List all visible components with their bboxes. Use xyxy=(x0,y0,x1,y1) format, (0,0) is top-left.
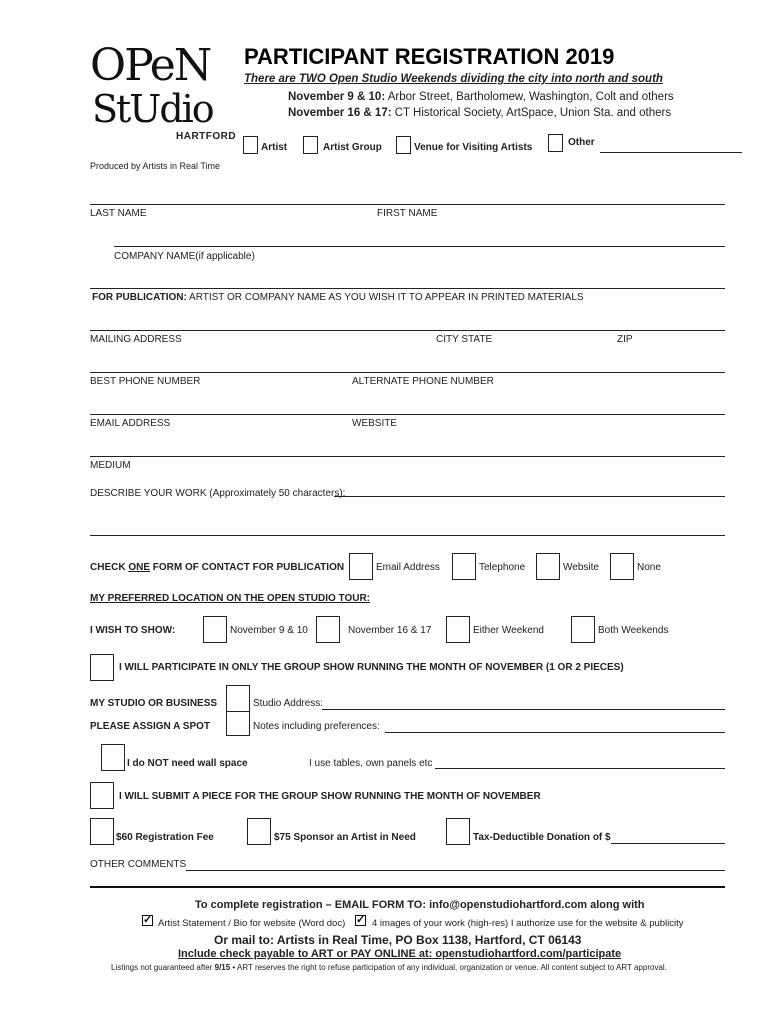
email-input-line[interactable] xyxy=(90,414,725,415)
artist-checkbox[interactable] xyxy=(243,136,258,154)
use-tables-input[interactable] xyxy=(435,768,725,769)
sponsor-checkbox[interactable] xyxy=(247,818,271,845)
describe-input-line[interactable] xyxy=(334,496,725,497)
logo-studio-text: StUdio xyxy=(92,87,213,131)
location-heading: MY PREFERRED LOCATION ON THE OPEN STUDIO TOUR: xyxy=(90,593,371,604)
publication-text: ARTIST OR COMPANY NAME AS YOU WISH IT TO APPEAR IN PRINTED MATERIALS xyxy=(186,292,584,303)
venue-checkbox[interactable] xyxy=(396,136,411,154)
artist-label: Artist xyxy=(261,142,288,153)
footer-pay-link[interactable]: Include check payable to ART or PAY ONLINE at: openstudiohartford.com/participate xyxy=(178,948,622,960)
medium-input-line[interactable] xyxy=(90,456,725,457)
contact-email-checkbox[interactable] xyxy=(349,553,373,580)
nov-9-10-checkbox[interactable] xyxy=(203,616,227,643)
alt-phone-label: ALTERNATE PHONE NUMBER xyxy=(352,376,494,387)
weekend-1-text: Arbor Street, Bartholomew, Washington, Colt and others xyxy=(385,91,674,103)
group-only-checkbox[interactable] xyxy=(90,654,114,681)
both-weekends-label: Both Weekends xyxy=(598,625,669,636)
donation-checkbox[interactable] xyxy=(446,818,470,845)
weekend-2-line xyxy=(288,107,671,119)
registration-fee-checkbox[interactable] xyxy=(90,818,114,845)
first-name-label: FIRST NAME xyxy=(377,208,438,219)
studio-label-1: MY STUDIO OR BUSINESS xyxy=(90,698,218,709)
donation-amount-input[interactable] xyxy=(611,843,725,844)
contact-phone-label: Telephone xyxy=(479,562,526,573)
item1-check-icon: ✓ xyxy=(143,914,153,926)
studio-notes-input[interactable] xyxy=(385,732,725,733)
studio-checkbox-bottom[interactable] xyxy=(226,711,250,736)
nov-16-17-checkbox[interactable] xyxy=(316,616,340,643)
donation-label: Tax-Deductible Donation of $ xyxy=(473,832,611,843)
item2-check-icon: ✓ xyxy=(356,914,366,926)
publication-label xyxy=(92,292,584,303)
other-label: Other xyxy=(568,137,595,148)
weekend-2-date: November 16 & 17: xyxy=(288,107,392,119)
contact-none-checkbox[interactable] xyxy=(610,553,634,580)
artist-group-label: Artist Group xyxy=(323,142,382,153)
registration-fee-label: $60 Registration Fee xyxy=(116,832,214,843)
contact-email-label: Email Address xyxy=(376,562,440,573)
contact-label-one: ONE xyxy=(128,562,151,573)
contact-label xyxy=(90,562,344,573)
studio-notes-label: Notes including preferences: xyxy=(253,721,380,732)
no-wall-checkbox[interactable] xyxy=(101,744,125,771)
group-submit-checkbox[interactable] xyxy=(90,782,114,809)
logo-tagline: Produced by Artists in Real Time xyxy=(90,161,221,171)
studio-address-label: Studio Address: xyxy=(253,698,324,709)
contact-phone-checkbox[interactable] xyxy=(452,553,476,580)
describe-input-line-2[interactable] xyxy=(90,535,725,536)
contact-label-pre: CHECK xyxy=(90,562,129,573)
studio-label-2: PLEASE ASSIGN A SPOT xyxy=(90,721,211,732)
no-wall-label: I do NOT need wall space xyxy=(127,758,248,769)
contact-label-post: FORM OF CONTACT FOR PUBLICATION xyxy=(150,562,345,573)
phone-input-line[interactable] xyxy=(90,372,725,373)
contact-website-label: Website xyxy=(563,562,599,573)
other-input-line[interactable] xyxy=(600,152,742,153)
either-weekend-checkbox[interactable] xyxy=(446,616,470,643)
mailing-address-label: MAILING ADDRESS xyxy=(90,334,182,345)
footer-item1: Artist Statement / Bio for website (Word doc) xyxy=(158,918,346,929)
zip-label: ZIP xyxy=(617,334,633,345)
fine-pre: Listings not guaranteed after xyxy=(111,963,215,972)
logo-open-text: OPeN xyxy=(90,40,211,91)
artist-group-checkbox[interactable] xyxy=(303,136,318,154)
weekend-1-date: November 9 & 10: xyxy=(288,91,386,103)
address-input-line[interactable] xyxy=(90,330,725,331)
city-state-label: CITY STATE xyxy=(436,334,493,345)
page-title: PARTICIPANT REGISTRATION 2019 xyxy=(244,44,615,69)
company-input-line[interactable] xyxy=(114,246,725,247)
medium-label: MEDIUM xyxy=(90,460,131,471)
weekend-2-text: CT Historical Society, ArtSpace, Union Sta. and others xyxy=(391,107,672,119)
studio-address-input[interactable] xyxy=(322,709,725,710)
group-only-label: I WILL PARTICIPATE IN ONLY THE GROUP SHOW RUNNING THE MONTH OF NOVEMBER (1 OR 2 PIECES) xyxy=(119,662,624,673)
other-checkbox[interactable] xyxy=(548,134,563,152)
logo-hartford-text: HARTFORD xyxy=(176,131,237,142)
other-comments-input[interactable] xyxy=(186,870,725,871)
last-name-label: LAST NAME xyxy=(90,208,147,219)
fine-date: 9/15 xyxy=(214,963,231,972)
sponsor-label: $75 Sponsor an Artist in Need xyxy=(274,832,416,843)
publication-bold: FOR PUBLICATION: xyxy=(92,292,187,303)
fine-post: • ART reserves the right to refuse participation of any individual, organization or venue. All content subject to ART approval. xyxy=(230,963,667,972)
company-name-label: COMPANY NAME(if applicable) xyxy=(114,251,255,262)
other-comments-label: OTHER COMMENTS xyxy=(90,859,187,870)
weekend-1-line xyxy=(288,91,674,103)
footer-item2: 4 images of your work (high-res) I authorize use for the website & publicity xyxy=(372,918,684,929)
nov-16-17-label: November 16 & 17 xyxy=(348,625,432,636)
publication-input-line[interactable] xyxy=(90,288,725,289)
studio-checkbox-top[interactable] xyxy=(226,685,250,712)
contact-website-checkbox[interactable] xyxy=(536,553,560,580)
group-submit-label: I WILL SUBMIT A PIECE FOR THE GROUP SHOW RUNNING THE MONTH OF NOVEMBER xyxy=(119,791,541,802)
both-weekends-checkbox[interactable] xyxy=(571,616,595,643)
venue-label: Venue for Visiting Artists xyxy=(414,142,533,153)
either-weekend-label: Either Weekend xyxy=(473,625,544,636)
contact-none-label: None xyxy=(637,562,661,573)
footer-mail: Or mail to: Artists in Real Time, PO Box 1138, Hartford, CT 06143 xyxy=(214,933,582,947)
footer-complete: To complete registration – EMAIL FORM TO: info@openstudiohartford.com along with xyxy=(195,899,645,911)
footer-fine-print xyxy=(111,963,667,972)
best-phone-label: BEST PHONE NUMBER xyxy=(90,376,201,387)
website-label: WEBSITE xyxy=(352,418,398,429)
email-label: EMAIL ADDRESS xyxy=(90,418,171,429)
footer-divider xyxy=(90,886,725,888)
nov-9-10-label: November 9 & 10 xyxy=(230,625,308,636)
use-tables-label: I use tables, own panels etc xyxy=(309,758,433,769)
header-subtitle: There are TWO Open Studio Weekends dividing the city into north and south xyxy=(244,73,663,85)
name-input-line[interactable] xyxy=(90,204,725,205)
wish-to-show-label: I WISH TO SHOW: xyxy=(90,625,176,636)
describe-label: DESCRIBE YOUR WORK (Approximately 50 characters): xyxy=(90,488,346,499)
